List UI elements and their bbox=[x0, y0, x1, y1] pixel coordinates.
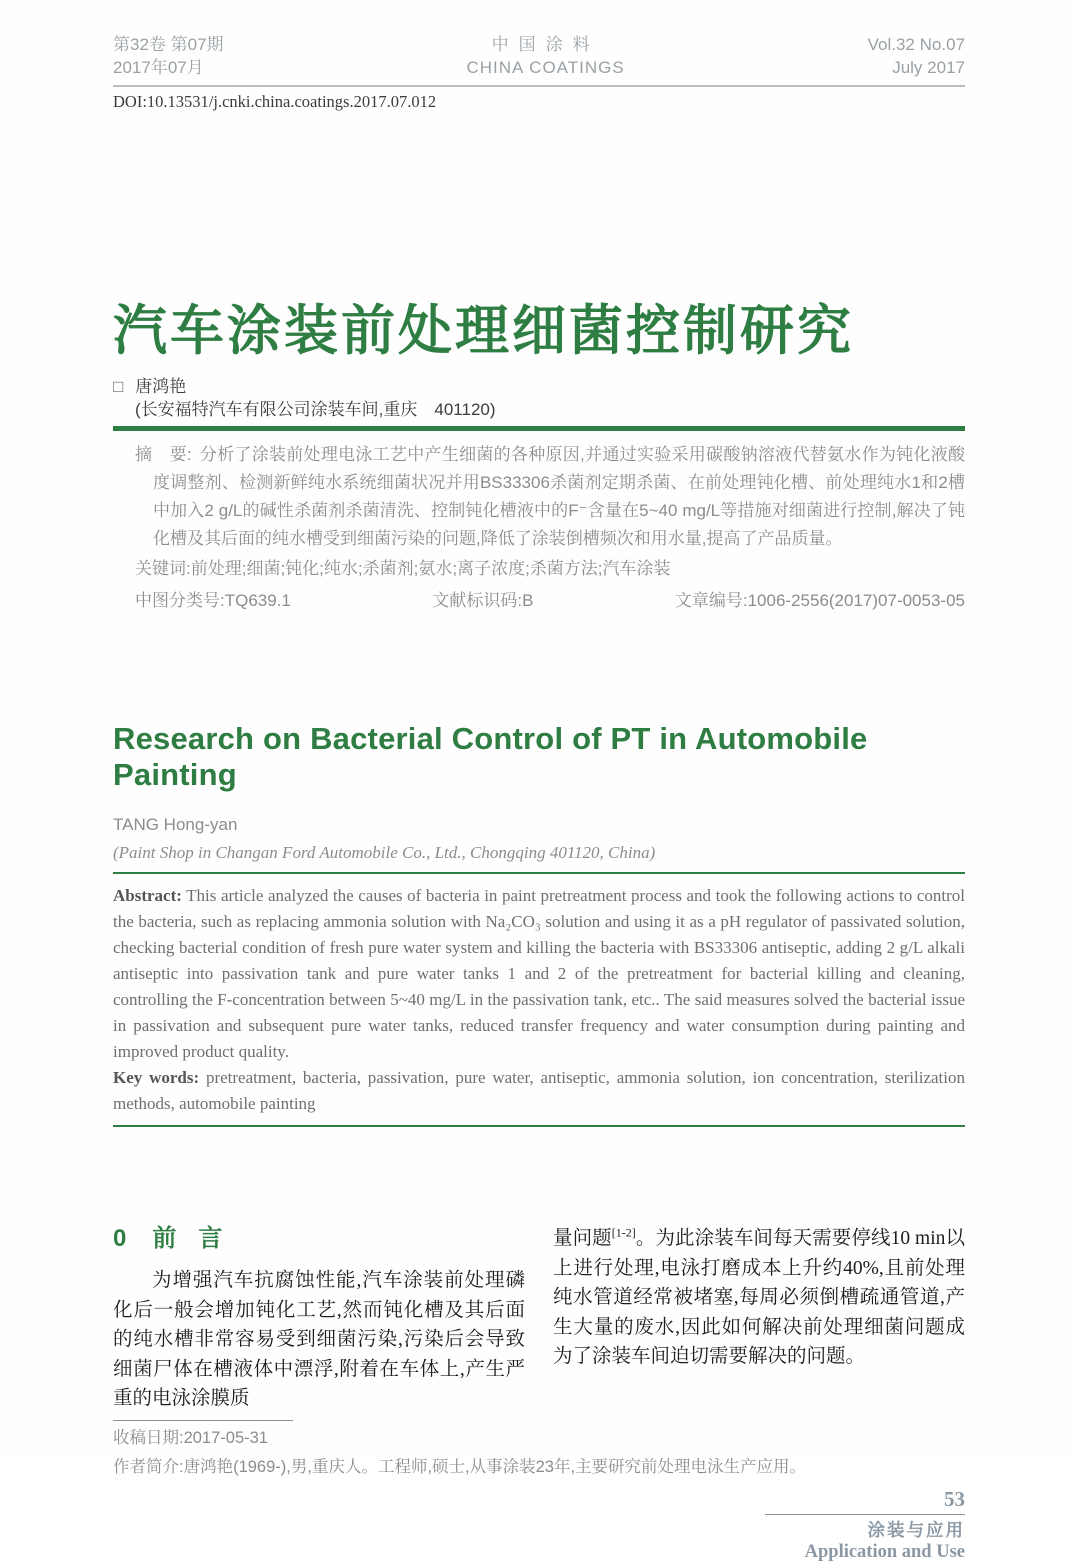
article-title-cn: 汽车涂装前处理细菌控制研究 bbox=[113, 301, 854, 361]
abstract-en-label: Abstract: bbox=[113, 886, 182, 905]
column-title-en: Application and Use bbox=[804, 1541, 965, 1562]
footnote-divider bbox=[113, 1420, 293, 1421]
abstract-cn bbox=[113, 441, 965, 553]
section-0-number: 0 bbox=[113, 1225, 127, 1252]
page-number: 53 bbox=[944, 1486, 965, 1511]
section-0-title: 前言 bbox=[152, 1225, 245, 1252]
abstract-en bbox=[113, 883, 965, 1065]
abstract-en-block bbox=[113, 883, 965, 1117]
abstract-bottom-divider bbox=[113, 1125, 965, 1127]
author-name-en: TANG Hong-yan bbox=[113, 815, 238, 834]
affiliation-en: (Paint Shop in Changan Ford Automobile Co., Ltd., Chongqing 401120, China) bbox=[113, 843, 656, 862]
column-title-cn: 涂装与应用 bbox=[867, 1519, 965, 1540]
english-header-divider bbox=[113, 872, 965, 874]
author-square-icon: □ bbox=[113, 377, 124, 396]
section-0-heading bbox=[113, 1224, 525, 1254]
keywords-cn-label: 关键词: bbox=[135, 559, 191, 578]
colophon bbox=[113, 1487, 965, 1564]
received-date: 收稿日期:2017-05-31 bbox=[113, 1428, 268, 1447]
right-col-text-pre: 量问题 bbox=[553, 1228, 612, 1249]
section-0-paragraph-left: 为增强汽车抗腐蚀性能,汽车涂装前处理磷化后一般会增加钝化工艺,然而钝化槽及其后面的纯水槽非常容易受到细菌污染,污染后会导致细菌尸体在槽液体中漂浮,附着在车体上,产生严重的电泳涂膜质 bbox=[113, 1270, 525, 1409]
keywords-en bbox=[113, 1065, 965, 1117]
title-divider bbox=[113, 426, 965, 431]
doi-line: DOI:10.13531/j.cnki.china.coatings.2017.07.012 bbox=[113, 92, 437, 111]
journal-vol-en: Vol.32 No.07 bbox=[867, 35, 965, 54]
journal-date-cn: 2017年07月 bbox=[113, 58, 204, 77]
document-code: 文献标识码:B bbox=[432, 591, 534, 610]
section-0-paragraph-right bbox=[553, 1224, 965, 1372]
affiliation-cn: (长安福特汽车有限公司涂装车间,重庆 401120) bbox=[135, 400, 496, 419]
journal-header-left bbox=[113, 33, 224, 79]
journal-header-right bbox=[868, 33, 965, 79]
left-column bbox=[113, 1224, 525, 1414]
journal-header bbox=[113, 33, 965, 79]
author-name-cn: 唐鸿艳 bbox=[135, 377, 187, 396]
journal-name-cn: 中国涂料 bbox=[491, 35, 600, 54]
abstract-cn-label: 摘 要: bbox=[135, 445, 192, 464]
right-col-text-post: 。为此涂装车间每天需要停线10 min以上进行处理,电泳打磨成本上升约40%,且前处理纯水管道经常被堵塞,每周必须倒槽疏通管道,产生大量的废水,因此如何解决前处理细菌问题成为了涂装车间迫切需要解决的问题。 bbox=[553, 1228, 965, 1367]
clc-number: 中图分类号:TQ639.1 bbox=[135, 591, 291, 610]
abstract-cn-text: 分析了涂装前处理电泳工艺中产生细菌的各种原因,并通过实验采用碳酸钠溶液代替氨水作为钝化液酸度调整剂、检测新鲜纯水系统细菌状况并用BS33306杀菌剂定期杀菌、在前处理钝化槽、前处理纯水1和2槽中加入2 g/L的碱性杀菌剂杀菌清洗、控制钝化槽液中的F⁻含量在5~40 mg/L等措施对细菌进行控制,解决了钝化槽及其后面的纯水槽受到细菌污染的问题,降低了涂装倒槽频次和用水量,提高了产品质量。 bbox=[153, 445, 965, 548]
journal-issue-cn: 第32卷 第07期 bbox=[113, 35, 224, 54]
author-row bbox=[113, 377, 965, 397]
keywords-en-text: pretreatment, bacteria, passivation, pure water, antiseptic, ammonia solution, ion concentration, sterilization methods, automobile painting bbox=[113, 1068, 965, 1113]
colophon-divider bbox=[765, 1514, 965, 1515]
article-title-en: Research on Bacterial Control of PT in Automobile Painting bbox=[113, 721, 868, 792]
author-bio: 作者简介:唐鸿艳(1969-),男,重庆人。工程师,硕士,从事涂装23年,主要研究前处理电泳生产应用。 bbox=[113, 1457, 807, 1476]
right-column bbox=[553, 1224, 965, 1414]
keywords-en-label: Key words: bbox=[113, 1068, 200, 1087]
keywords-cn-text: 前处理;细菌;钝化;纯水;杀菌剂;氨水;离子浓度;杀菌方法;汽车涂装 bbox=[190, 559, 671, 578]
journal-header-center bbox=[466, 33, 624, 79]
body-columns bbox=[113, 1224, 965, 1414]
abstract-en-text: This article analyzed the causes of bacteria in paint pretreatment process and took the following actions to control the bacteria, such as replacing ammonia solution with Na₂CO₃ solution and using it as a pH regulator of passivated solution, checking bacterial condition of fresh pure water system and killing the bacteria with BS33306 antiseptic, adding 2 g/L alkali antiseptic into passivation tank and pure water tanks 1 and 2 of the pretreatment for bacterial killing and cleaning, controlling the F-concentration between 5~40 mg/L in the passivation tank, etc.. The said measures solved the bacterial issue in passivation and subsequent pure water tanks, reduced transfer frequency and water consumption during painting and improved product quality. bbox=[113, 886, 965, 1061]
citation-superscript: [1-2] bbox=[611, 1225, 636, 1240]
keywords-cn bbox=[113, 555, 965, 583]
header-divider bbox=[113, 85, 965, 87]
article-id: 文章编号:1006-2556(2017)07-0053-05 bbox=[674, 591, 965, 610]
journal-date-en: July 2017 bbox=[892, 58, 965, 77]
journal-name-en: CHINA COATINGS bbox=[466, 58, 625, 77]
classification-row bbox=[113, 589, 965, 613]
